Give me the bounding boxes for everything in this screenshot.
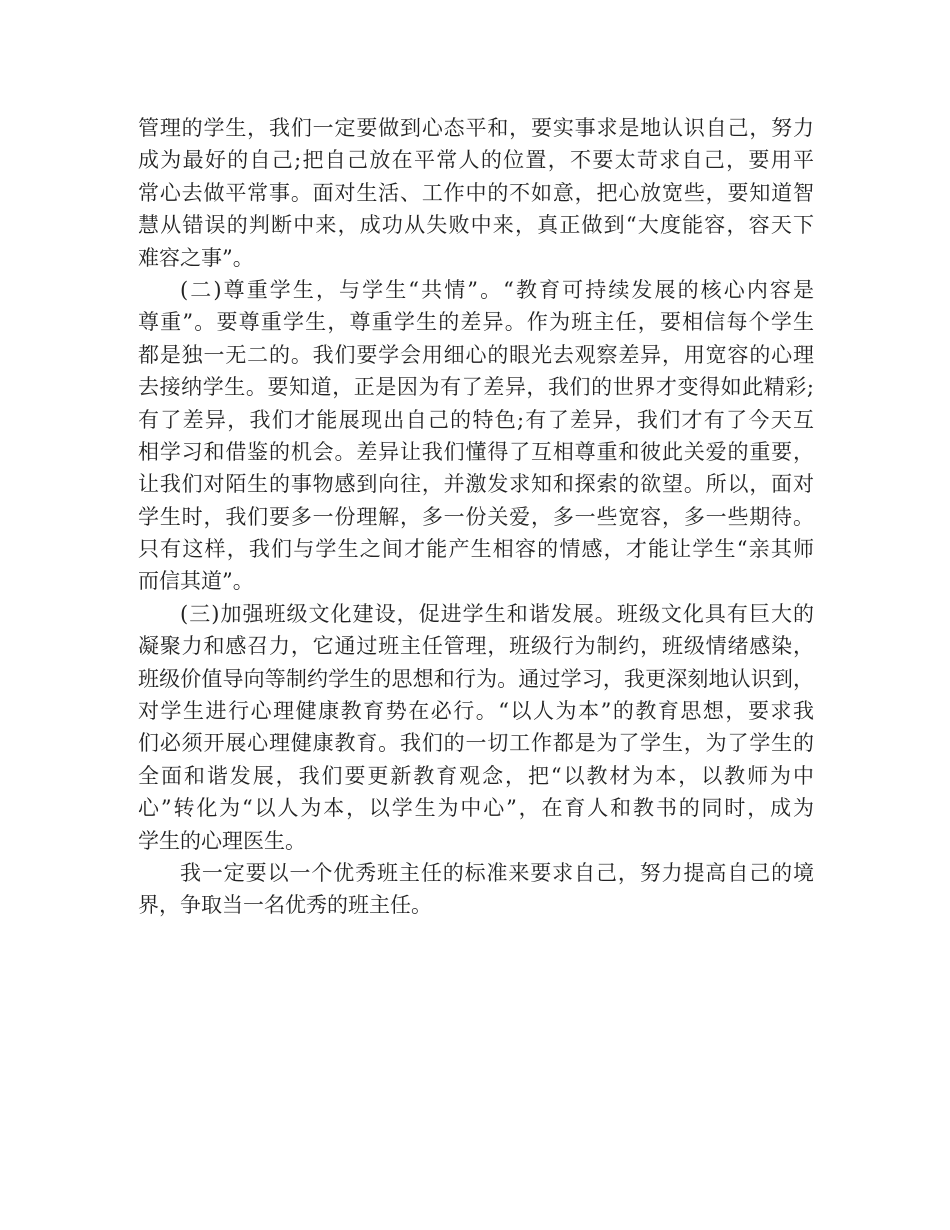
text-line: 们必须开展心理健康教育。我们的一切工作都是为了学生，为了学生的	[138, 731, 814, 756]
paragraph-4	[138, 857, 814, 922]
text-line: 全面和谐发展，我们要更新教育观念，把“以教材为本，以教师为中	[138, 763, 814, 788]
text-line: 班级价值导向等制约学生的思想和行为。通过学习，我更深刻地认识到，	[138, 666, 814, 691]
text-line: 而信其道”。	[138, 569, 254, 594]
text-line: 我一定要以一个优秀班主任的标准来要求自己，努力提高自己的境	[180, 860, 814, 885]
document-body	[138, 112, 814, 922]
text-line: 常心去做平常事。面对生活、工作中的不如意，把心放宽些，要知道智	[138, 180, 814, 205]
text-line: 心”转化为“以人为本，以学生为中心”，在育人和教书的同时，成为	[138, 796, 814, 821]
paragraph-3	[138, 598, 814, 857]
text-line: 学生时，我们要多一份理解，多一份关爱，多一些宽容，多一些期待。	[138, 504, 814, 529]
text-line: 学生的心理医生。	[138, 828, 306, 853]
text-line: (二)尊重学生，与学生“共情”。“教育可持续发展的核心内容是	[180, 277, 814, 302]
text-line: (三)加强班级文化建设，促进学生和谐发展。班级文化具有巨大的	[180, 601, 814, 626]
text-line: 有了差异，我们才能展现出自己的特色;有了差异，我们才有了今天互	[138, 407, 814, 432]
text-line: 尊重”。要尊重学生，尊重学生的差异。作为班主任，要相信每个学生	[138, 310, 814, 335]
text-line: 界，争取当一名优秀的班主任。	[138, 893, 432, 918]
text-line: 对学生进行心理健康教育势在必行。“以人为本”的教育思想，要求我	[138, 699, 814, 724]
text-line: 让我们对陌生的事物感到向往，并激发求知和探索的欲望。所以，面对	[138, 472, 814, 497]
text-line: 去接纳学生。要知道，正是因为有了差异，我们的世界才变得如此精彩;	[138, 375, 814, 400]
text-line: 相学习和借鉴的机会。差异让我们懂得了互相尊重和彼此关爱的重要，	[138, 439, 814, 464]
paragraph-1	[138, 112, 814, 274]
text-line: 都是独一无二的。我们要学会用细心的眼光去观察差异，用宽容的心理	[138, 342, 814, 367]
text-line: 难容之事”。	[138, 245, 254, 270]
text-line: 只有这样，我们与学生之间才能产生相容的情感，才能让学生“亲其师	[138, 537, 814, 562]
text-line: 管理的学生，我们一定要做到心态平和，要实事求是地认识自己，努力	[138, 116, 814, 140]
text-line: 凝聚力和感召力，它通过班主任管理，班级行为制约，班级情绪感染，	[138, 634, 814, 659]
text-line: 成为最好的自己;把自己放在平常人的位置，不要太苛求自己，要用平	[138, 148, 814, 173]
text-line: 慧从错误的判断中来，成功从失败中来，真正做到“大度能容，容天下	[138, 213, 814, 238]
paragraph-2	[138, 274, 814, 598]
